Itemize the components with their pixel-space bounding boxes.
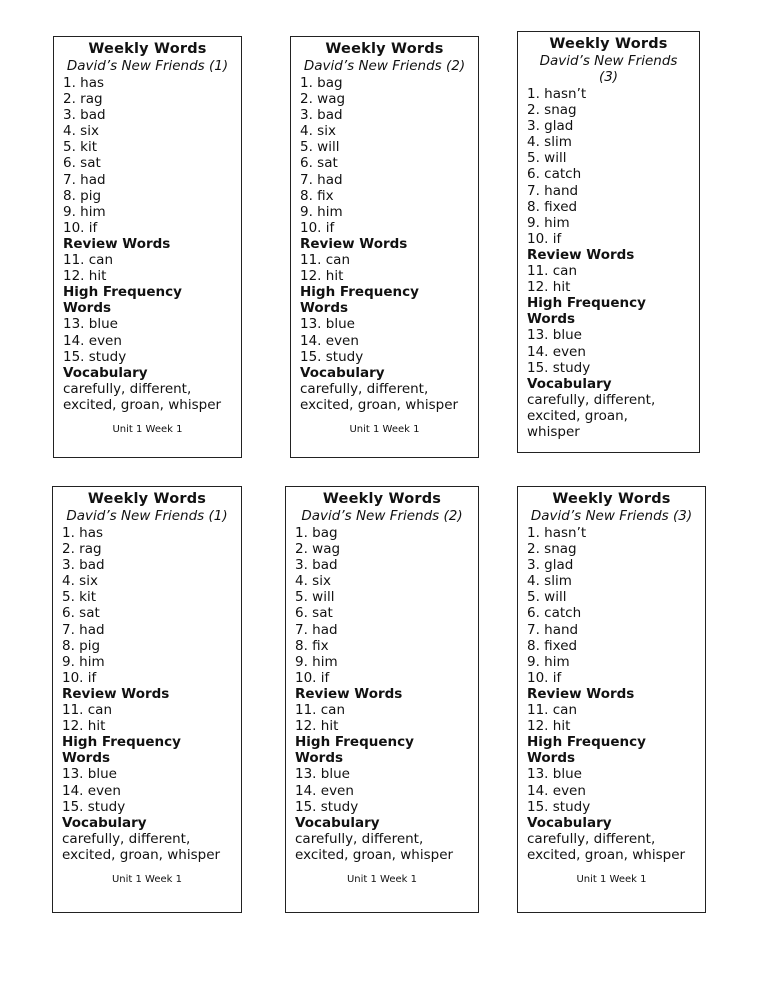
review-heading: Review Words	[62, 685, 170, 702]
high-frequency-item: 13. blue	[62, 766, 117, 783]
word-item: 7. had	[295, 621, 338, 638]
high-frequency-item: 15. study	[527, 798, 591, 815]
review-item: 12. hit	[63, 268, 107, 285]
word-item: 10. if	[527, 230, 562, 247]
high-frequency-item: 13. blue	[300, 316, 355, 333]
word-item: 1. hasn’t	[527, 525, 587, 541]
vocabulary-text: carefully, different, excited, groan, whisper	[62, 830, 221, 863]
vocabulary-heading: Vocabulary	[300, 364, 385, 381]
word-item: 6. sat	[62, 605, 100, 622]
card-content	[518, 525, 705, 863]
word-item: 6. catch	[527, 605, 582, 622]
card-title: Weekly Words	[322, 491, 442, 507]
word-item: 3. glad	[527, 557, 574, 574]
card-title: Weekly Words	[325, 41, 444, 57]
word-item: 1. has	[62, 525, 104, 541]
high-frequency-item: 15. study	[295, 798, 359, 815]
high-frequency-heading: High Frequency Words	[527, 734, 646, 767]
review-item: 12. hit	[295, 718, 339, 735]
word-item: 4. six	[62, 573, 98, 590]
high-frequency-item: 15. study	[300, 348, 364, 365]
word-item: 8. pig	[62, 637, 101, 654]
card-footer: Unit 1 Week 1	[111, 873, 182, 885]
word-card-1	[53, 36, 242, 458]
card-title: Weekly Words	[87, 491, 207, 507]
high-frequency-item: 14. even	[527, 782, 586, 799]
card-subtitle: David’s New Friends (3)	[539, 53, 678, 85]
word-item: 2. rag	[62, 541, 102, 558]
high-frequency-heading: High Frequency Words	[527, 295, 646, 328]
vocabulary-heading: Vocabulary	[527, 375, 612, 392]
high-frequency-item: 14. even	[295, 782, 354, 799]
review-item: 11. can	[527, 702, 578, 719]
card-title: Weekly Words	[552, 491, 671, 507]
high-frequency-item: 15. study	[527, 359, 591, 376]
review-item: 12. hit	[300, 268, 344, 285]
word-card-5	[285, 486, 479, 913]
card-content	[53, 525, 241, 863]
word-item: 10. if	[62, 669, 97, 686]
word-card-2	[290, 36, 479, 458]
vocabulary-heading: Vocabulary	[527, 814, 612, 831]
high-frequency-item: 13. blue	[527, 766, 582, 783]
word-item: 5. will	[527, 150, 567, 167]
high-frequency-item: 15. study	[63, 348, 127, 365]
vocabulary-text: carefully, different, excited, groan, whisper	[527, 391, 656, 440]
word-item: 9. him	[295, 653, 338, 670]
card-footer: Unit 1 Week 1	[349, 423, 420, 435]
word-item: 3. bad	[62, 557, 105, 574]
word-item: 7. hand	[527, 621, 579, 638]
word-item: 4. six	[63, 123, 99, 140]
word-item: 8. fix	[300, 187, 334, 204]
review-item: 12. hit	[62, 718, 106, 735]
review-item: 11. can	[300, 252, 351, 269]
word-item: 1. bag	[295, 525, 338, 541]
card-subtitle: David’s New Friends (1)	[66, 508, 228, 524]
card-content	[286, 525, 478, 863]
word-item: 6. sat	[63, 155, 101, 172]
word-item: 6. catch	[527, 166, 582, 183]
word-item: 7. had	[62, 621, 105, 638]
word-item: 4. slim	[527, 134, 572, 151]
word-item: 8. fix	[295, 637, 329, 654]
high-frequency-item: 14. even	[300, 332, 359, 349]
word-item: 9. him	[527, 653, 570, 670]
word-item: 8. fixed	[527, 637, 578, 654]
word-item: 4. six	[300, 123, 336, 140]
high-frequency-item: 14. even	[62, 782, 121, 799]
word-item: 2. wag	[295, 541, 341, 558]
review-item: 11. can	[295, 702, 346, 719]
high-frequency-item: 15. study	[62, 798, 126, 815]
vocabulary-heading: Vocabulary	[62, 814, 147, 831]
card-subtitle: David’s New Friends (1)	[66, 58, 229, 74]
word-item: 2. rag	[63, 91, 103, 108]
word-item: 4. slim	[527, 573, 572, 590]
review-heading: Review Words	[300, 235, 408, 252]
review-heading: Review Words	[527, 246, 635, 263]
card-footer: Unit 1 Week 1	[346, 873, 417, 885]
word-item: 3. bad	[300, 107, 343, 124]
high-frequency-heading: High Frequency Words	[300, 284, 419, 317]
word-item: 2. snag	[527, 541, 577, 558]
word-item: 9. him	[527, 214, 570, 231]
word-item: 10. if	[63, 219, 98, 236]
high-frequency-item: 13. blue	[63, 316, 118, 333]
high-frequency-item: 13. blue	[527, 327, 582, 344]
review-item: 11. can	[63, 252, 114, 269]
card-subtitle: David’s New Friends (2)	[301, 508, 463, 524]
review-item: 11. can	[62, 702, 113, 719]
card-content	[291, 75, 478, 413]
word-item: 1. has	[63, 75, 105, 91]
high-frequency-item: 14. even	[63, 332, 122, 349]
word-item: 3. bad	[295, 557, 338, 574]
vocabulary-heading: Vocabulary	[63, 364, 148, 381]
card-content	[54, 75, 241, 413]
word-item: 9. him	[63, 203, 106, 220]
high-frequency-heading: High Frequency Words	[295, 734, 414, 767]
word-item: 6. sat	[300, 155, 338, 172]
vocabulary-heading: Vocabulary	[295, 814, 380, 831]
word-item: 6. sat	[295, 605, 333, 622]
review-item: 12. hit	[527, 718, 571, 735]
high-frequency-heading: High Frequency Words	[63, 284, 182, 317]
word-item: 8. pig	[63, 187, 102, 204]
word-item: 1. hasn’t	[527, 86, 587, 102]
card-subtitle: David’s New Friends (3)	[530, 508, 693, 524]
word-card-6	[517, 486, 706, 913]
vocabulary-text: carefully, different, excited, groan, whisper	[527, 830, 686, 863]
vocabulary-text: carefully, different, excited, groan, whisper	[295, 830, 454, 863]
word-item: 5. kit	[62, 589, 97, 606]
word-item: 1. bag	[300, 75, 343, 91]
word-item: 3. glad	[527, 118, 574, 135]
word-card-3	[517, 31, 700, 453]
card-title: Weekly Words	[88, 41, 207, 57]
review-heading: Review Words	[63, 235, 171, 252]
card-footer: Unit 1 Week 1	[576, 873, 647, 885]
word-item: 5. will	[527, 589, 567, 606]
card-footer: Unit 1 Week 1	[112, 423, 183, 435]
card-content	[518, 86, 699, 440]
word-item: 10. if	[300, 219, 335, 236]
review-item: 11. can	[527, 263, 578, 280]
word-item: 2. wag	[300, 91, 346, 108]
word-item: 10. if	[295, 669, 330, 686]
word-item: 2. snag	[527, 102, 577, 119]
high-frequency-heading: High Frequency Words	[62, 734, 181, 767]
card-title: Weekly Words	[549, 36, 668, 52]
word-item: 5. will	[300, 139, 340, 156]
word-item: 5. will	[295, 589, 335, 606]
word-item: 7. hand	[527, 182, 579, 199]
vocabulary-text: carefully, different, excited, groan, whisper	[63, 380, 222, 413]
word-item: 9. him	[300, 203, 343, 220]
word-item: 5. kit	[63, 139, 98, 156]
word-item: 9. him	[62, 653, 105, 670]
word-item: 3. bad	[63, 107, 106, 124]
word-item: 4. six	[295, 573, 331, 590]
word-item: 8. fixed	[527, 198, 578, 215]
review-heading: Review Words	[295, 685, 403, 702]
review-heading: Review Words	[527, 685, 635, 702]
vocabulary-text: carefully, different, excited, groan, whisper	[300, 380, 459, 413]
card-subtitle: David’s New Friends (2)	[303, 58, 466, 74]
high-frequency-item: 14. even	[527, 343, 586, 360]
review-item: 12. hit	[527, 279, 571, 296]
high-frequency-item: 13. blue	[295, 766, 350, 783]
word-item: 10. if	[527, 669, 562, 686]
word-card-4	[52, 486, 242, 913]
word-item: 7. had	[63, 171, 106, 188]
word-item: 7. had	[300, 171, 343, 188]
